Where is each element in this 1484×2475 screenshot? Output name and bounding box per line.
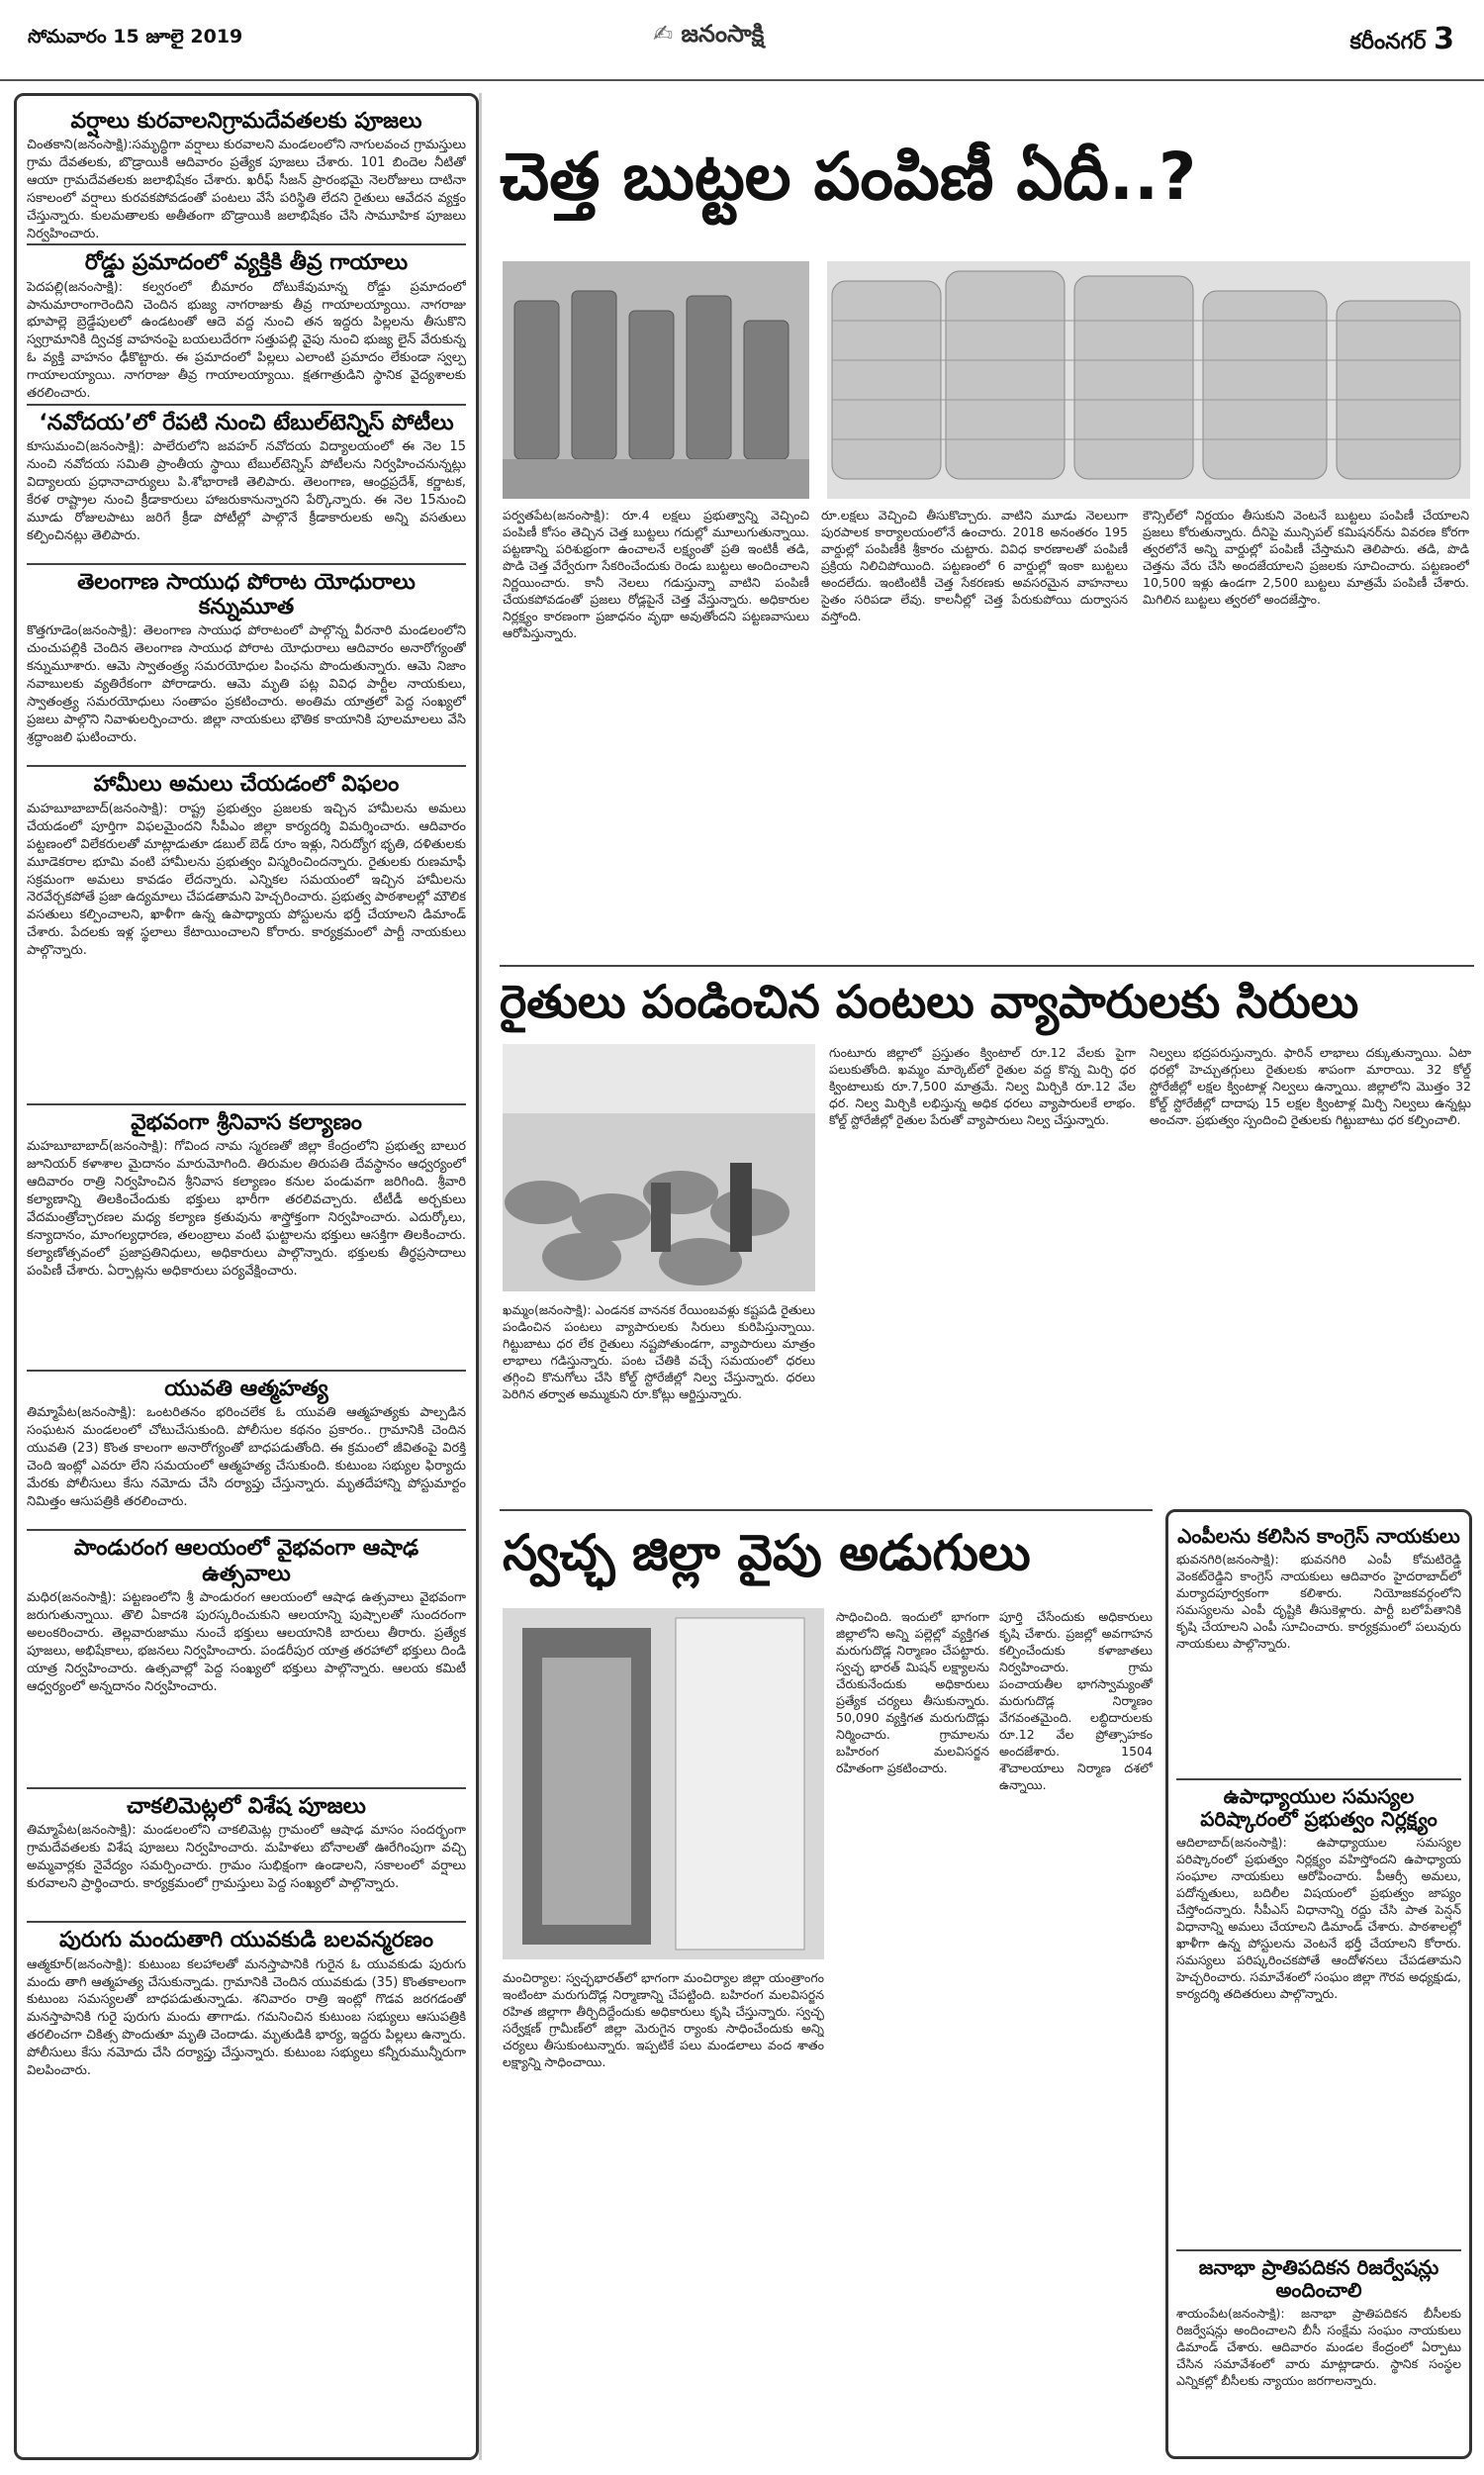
article-heading: వర్షాలు కురవాలనిగ్రామదేవతలకు పూజలు (70, 109, 422, 134)
story-column: రూ.లక్షలు వెచ్చించి తీసుకొచ్చారు. వాటిని మూడు నెలలుగా పురపాలక కార్యాలయంలోనే ఉంచారు. 2018 అనంతరం 195 వార్డుల్లో పంపిణీకి శ్రీకారం చుట్టారు. వివిధ కారణాలతో పంపిణీ ప్రక్రియ నిలిచిపోయింది. పట్టణంలో 6 వార్డుల్లో ఇంకా బుట్టలు అందలేదు. ఇంటింటికీ చెత్త సేకరణకు అవసరమైన వాహనాలు సైతం సరిపడా లేవు. కాలనీల్లో చెత్త పేరుకుపోయి దుర్వాసన వస్తోంది. (821, 508, 1128, 623)
article-body: మధిర(జనంసాక్షి): పట్టణంలోని శ్రీ పాండురంగ ఆలయంలో ఆషాఢ ఉత్సవాలు వైభవంగా జరుగుతున్నాయి. తొలి ఏకాదశి పురస్కరించుకుని ఆలయాన్ని పుష్పాలతో సుందరంగా అలంకరించారు. తెల్లవారుజాము నుంచే భక్తులు ఆలయానికి బారులు తీరారు. ప్రత్యేక పూజలు, అభిషేకాలు, భజనలు నిర్వహించారు. పండరీపుర యాత్ర తరహాలో భక్తులు దిండి యాత్ర నిర్వహించారు. ఉత్సవాల్లో పెద్ద సంఖ్యలో భక్తులు పాల్గొన్నారు. ఆలయ కమిటీ ఆధ్వర్యంలో అన్నదానం నిర్వహించారు. (27, 1589, 466, 1694)
story-column: పూర్తి చేసేందుకు అధికారులు కృషి చేశారు. ప్రజల్లో అవగాహన కల్పించేందుకు కళాజాతలు నిర్వహించారు. గ్రామ పంచాయతీల భాగస్వామ్యంతో మరుగుదొడ్ల నిర్మాణం వేగవంతమైంది. లబ్ధిదారులకు రూ.12 వేల ప్రోత్సాహకం అందజేశారు. 1504 శౌచాలయాలు నిర్మాణ దశలో ఉన్నాయి. (999, 1609, 1153, 1792)
article-heading: ‘నవోదయ’లో రేపటి నుంచి టేబుల్‌టెన్నిస్ పోటీలు (27, 404, 466, 438)
bin-lids-photo (827, 261, 1470, 499)
newspaper-logo: ✍ జనంసాక్షి (653, 20, 764, 53)
article-heading: పాండురంగ ఆలయంలో వైభవంగా ఆషాఢ ఉత్సవాలు (27, 1529, 466, 1589)
story2-headline: రైతులు పండించిన పంటలు వ్యాపారులకు సిరులు (500, 975, 1359, 1028)
article-heading: జనాభా ప్రాతిపదికన రిజర్వేషన్లు అందించాలి (1176, 2249, 1461, 2305)
edition-city: కరీంనగర్ 3 (1349, 22, 1454, 56)
article-body: తిమ్మాపేట(జనంసాక్షి): ఒంటరితనం భరించలేక ఓ యువతి ఆత్మహత్యకు పాల్పడిన సంఘటన మండలంలో చోటుచేసుకుంది. పోలీసుల కథనం ప్రకారం.. గ్రామానికి చెందిన యువతి (23) కొంత కాలంగా అనారోగ్యంతో బాధపడుతోంది. ఈ క్రమంలో జీవితంపై విరక్తి చెంది ఇంట్లో ఎవరూ లేని సమయంలో ఆత్మహత్య చేసుకుంది. కుటుంబ సభ్యుల ఫిర్యాదు మేరకు పోలీసులు కేసు నమోదు చేసి దర్యాప్తు చేస్తున్నారు. మృతదేహాన్ని పోస్టుమార్టం నిమిత్తం ఆసుపత్రికి తరలించారు. (27, 1405, 466, 1510)
article-heading: హామీలు అమలు చేయడంలో విఫలం (27, 765, 466, 800)
article-heading: పురుగు మందుతాగి యువకుడి బలవన్మరణం (27, 1921, 466, 1955)
article-body: పెదపల్లి(జనంసాక్షి): కల్వరంలో బీమారం దోటుకేవుమాన్న రోడ్డు ప్రమాదంలో పానుమారాంగారెందిని చెందిన భుజ్య నాగరాజుకు తీవ్ర గాయాలయ్యాయి. నాగరాజు భూపాల్లె బ్రెడ్డేపులలో ఉండటంతో ఆదె వద్ద నుంచి తన ఇద్దరు పిల్లలను తీసుకొని స్వగ్రామానికి ద్విచక్ర వాహనంపై బయలుదేరగా సత్తుపల్లి వైపు నుంచి భుజ్య లైన్ వేరుకున్న ఓ వ్యక్తి వాహనం ఢీకొట్టారు. ఈ ప్రమాదంలో పిల్లలు ఎలాంటి ప్రమాదం లేకుండా స్వల్ప గాయాలయ్యాయి. నాగరాజు తీవ్ర గాయాలయ్యాయి. క్షతగాత్రుడిని స్థానిక వైద్యశాలకు తరలించారు. (27, 279, 466, 402)
article-body: కొత్తగూడెం(జనంసాక్షి): తెలంగాణ సాయుధ పోరాటంలో పాల్గొన్న వీరనారి మండలంలోని చుంచుపల్లికి చెందిన తెలంగాణ సాయుధ పోరాట యోధురాలు ఆదివారం అనారోగ్యంతో కన్నుమూశారు. ఆమె స్వాతంత్ర్య సమరయోధుల పింఛను పొందుతున్నారు. ఆమె నిజాం నవాబులకు వ్యతిరేకంగా పోరాడారు. ఆమె మృతి పట్ల వివిధ పార్టీల నాయకులు, స్వాతంత్ర్య సమరయోధులు సంతాపం ప్రకటించారు. అంతిమ యాత్రలో పెద్ద సంఖ్యలో ప్రజలు పాల్గొని నివాళులర్పించారు. జిల్లా నాయకులు భౌతిక కాయానికి పూలమాలలు వేసి శ్రద్ధాంజలి ఘటించారు. (27, 623, 466, 746)
article-heading: ఉపాధ్యాయుల సమస్యల పరిష్కారంలో ప్రభుత్వం నిర్లక్ష్యం (1176, 1778, 1461, 1834)
photo-caption-story: మంచిర్యాల: స్వచ్ఛభారత్‌లో భాగంగా మంచిర్యాల జిల్లా యంత్రాంగం ఇంటింటా మరుగుదొడ్ల నిర్మాణాన్ని చేపట్టింది. బహిరంగ మలవిసర్జన రహిత జిల్లాగా తీర్చిదిద్దేందుకు అధికారులు కృషి చేస్తున్నారు. స్వచ్ఛ సర్వేక్షణ్ గ్రామీణ్‌లో జిల్లా మెరుగైన ర్యాంకు సాధించేందుకు అన్ని చర్యలు తీసుకుంటున్నారు. ఇప్పటికే పలు మండలాలు వంద శాతం లక్ష్యాన్ని సాధించాయి. (503, 1970, 824, 2069)
article-heading: ఎంపీలను కలిసిన కాంగ్రెస్ నాయకులు (1177, 1524, 1460, 1548)
story-column: కౌన్సిల్‌లో నిర్ణయం తీసుకుని వెంటనే బుట్టలు పంపిణీ చేయాలని ప్రజలు కోరుతున్నారు. దీనిపై మున్సిపల్ కమిషనర్‌ను వివరణ కోరగా త్వరలోనే అన్ని వార్డుల్లో పంపిణీ చేస్తామని తెలిపారు. తడి, పొడి చెత్తను వేరు చేసి అందజేయాలని ప్రజలకు సూచించారు. పట్టణంలో 10,500 ఇళ్లు ఉండగా 2,500 బుట్టలు మాత్రమే పంపిణీ చేశారు. మిగిలిన బుట్టలు త్వరలో అందజేస్తాం. (1143, 508, 1469, 607)
article-body: ఆదిలాబాద్(జనంసాక్షి): ఉపాధ్యాయుల సమస్యల పరిష్కారంలో ప్రభుత్వం నిర్లక్ష్యం వహిస్తోందని ఉపాధ్యాయ సంఘాల నాయకులు ఆరోపించారు. పీఆర్సీ అమలు, పదోన్నతులు, బదిలీల విషయంలో ప్రభుత్వం జాప్యం చేస్తోందన్నారు. సీపీఎస్ విధానాన్ని రద్దు చేసి పాత పెన్షన్ విధానాన్ని అమలు చేయాలని డిమాండ్ చేశారు. పాఠశాలల్లో ఖాళీగా ఉన్న పోస్టులను వెంటనే భర్తీ చేయాలని కోరారు. సమస్యలు పరిష్కరించకపోతే ఆందోళనలు చేపడతామని హెచ్చరించారు. సమావేశంలో సంఘం జిల్లా గౌరవ అధ్యక్షుడు, కార్యదర్శి తదితరులు పాల్గొన్నారు. (1176, 1835, 1461, 2001)
toilet-illustration (503, 1608, 824, 1959)
story-column: పర్వతపేట(జనంసాక్షి): రూ.4 లక్షలు ప్రభుత్వాన్ని వెచ్చించి పంపిణీ కోసం తెచ్చిన చెత్త బుట్టలు గదుల్లో మూలుగుతున్నాయి. పట్టణాన్ని పరిశుభ్రంగా ఉంచాలనే లక్ష్యంతో ప్రతి ఇంటికీ తడి, పొడి చెత్త వేర్వేరుగా సేకరించేందుకు రెండు బుట్టలు అందించాలని నిర్ణయించారు. కానీ నెలలు గడుస్తున్నా వాటిని పంపిణీ చేయకపోవడంతో ప్రజలు రోడ్లపైనే చెత్త వేస్తున్నారు. అధికారుల నిర్లక్ష్యం కారణంగా ప్రజాధనం వృథా అవుతోందని పట్టణవాసులు ఆరోపిస్తున్నారు. (503, 508, 809, 640)
section-divider (500, 965, 1474, 967)
article-heading: వైభవంగా శ్రీనివాస కల్యాణం (27, 1103, 466, 1138)
bin-lids-illustration (827, 261, 1470, 499)
issue-date: సోమవారం 15 జూలై 2019 (28, 26, 243, 48)
story-column: నిల్వలు భద్రపరుస్తున్నారు. ఫారిన్ లాభాలు దక్కుతున్నాయి. ఏటా ధరల్లో హెచ్చుతగ్గులు రైతులకు శాపంగా మారాయి. 32 కోల్డ్ స్టోరేజీల్లో లక్షల క్వింటాళ్ల నిల్వలు ఉన్నాయి. జిల్లాలోని మొత్తం 32 కోల్డ్ స్టోరేజీల్లో దాదాపు 15 లక్షల క్వింటాళ్ల మిర్చి నిల్వలు ఉన్నట్లు అంచనా. ప్రభుత్వం స్పందించి రైతులకు గిట్టుబాటు ధర కల్పించాలి. (1150, 1045, 1471, 1127)
dustbin-illustration (503, 261, 809, 499)
main-headline: చెత్త బుట్టల పంపిణీ ఏదీ..? (500, 139, 1197, 215)
story-column: గుంటూరు జిల్లాలో ప్రస్తుతం క్వింటాల్ రూ.12 వేలకు పైగా పలుకుతోంది. ఖమ్మం మార్కెట్‌లో రైతుల వద్ద కొన్న మిర్చి ధర క్వింటాలుకు రూ.7,500 మాత్రమే. నిల్వ మిర్చికి రూ.12 వేల ధర. నిల్వ మిర్చికి లభిస్తున్న అధిక ధరలు వ్యాపారులకే లాభం. కోల్డ్ స్టోరేజీల్లో రైతుల పేరుతో వ్యాపారులు నిల్వ చేస్తున్నారు. (829, 1045, 1136, 1127)
dustbin-stack-photo (503, 261, 809, 499)
left-news-column (14, 93, 479, 2460)
article-heading: తెలంగాణ సాయుధ పోరాట యోధురాలు కన్నుమూత (27, 563, 466, 623)
story-column: సాధించింది. ఇందులో భాగంగా జిల్లాలోని అన్ని పల్లెల్లో వ్యక్తిగత మరుగుదొడ్ల నిర్మాణం చేపట్టారు. స్వచ్ఛ భారత్ మిషన్ లక్ష్యాలను చేరుకునేందుకు అధికారులు ప్రత్యేక చర్యలు తీసుకున్నారు. 50,090 వ్యక్తిగత మరుగుదొడ్లు నిర్మించారు. గ్రామాలను బహిరంగ మలవిసర్జన రహితంగా ప్రకటించారు. (836, 1609, 989, 1775)
page-header (0, 0, 1484, 81)
article-body: మహబూబాబాద్(జనంసాక్షి): గోవింద నామ స్మరణతో జిల్లా కేంద్రంలోని ప్రభుత్వ బాలుర జూనియర్ కళాశాల మైదానం మారుమోగింది. తిరుమల తిరుపతి దేవస్థానం ఆధ్వర్యంలో ఆదివారం రాత్రి నిర్వహించిన శ్రీనివాస కల్యాణం కనుల పండువగా జరిగింది. శ్రీవారి కల్యాణాన్ని తిలకించేందుకు భక్తులు భారీగా తరలివచ్చారు. టీటీడీ అర్చకులు వేదమంత్రోచ్ఛారణల మధ్య కల్యాణ క్రతువును శాస్త్రోక్తంగా నిర్వహించారు. ఎదుర్కోలు, కన్యాదానం, మాంగల్యధారణ, తలంబ్రాలు వంటి ఘట్టాలను భక్తులు ఆసక్తిగా తిలకించారు. కల్యాణోత్సవంలో ప్రజాప్రతినిధులు, అధికారులు పాల్గొన్నారు. భక్తులకు తీర్థప్రసాదాలు పంపిణీ చేశారు. ఏర్పాట్లను అధికారులు పర్యవేక్షించారు. (27, 1139, 466, 1279)
article-body: భువనగిరి(జనంసాక్షి): భువనగిరి ఎంపీ కోమటిరెడ్డి వెంకట్‌రెడ్డిని కాంగ్రెస్ నాయకులు ఆదివారం హైదరాబాద్‌లో మర్యాదపూర్వకంగా కలిశారు. నియోజకవర్గంలోని సమస్యలను ఎంపీ దృష్టికి తీసుకెళ్లారు. పార్టీ బలోపేతానికి కృషి చేయాలని ఎంపీ సూచించారు. కార్యక్రమంలో పలువురు నాయకులు పాల్గొన్నారు. (1176, 1552, 1461, 1651)
article-heading: యువతి ఆత్మహత్య (27, 1370, 466, 1404)
section-divider (500, 1509, 1153, 1511)
column-divider (479, 93, 482, 2460)
article-body: చింతకాని(జనంసాక్షి):సమృద్ధిగా వర్షాలు కురవాలని మండలంలోని నాగులవంచ గ్రామస్తులు గ్రామ దేవతలకు, బొడ్రాయికి ఆదివారం ప్రత్యేక పూజలు చేశారు. 101 బిందెల నీటితో ఆయా గ్రామదేవతలకు జలాభిషేకం చేశారు. ఖరీఫ్ సీజన్ ప్రారంభమై నెలరోజులు దాటినా సకాలంలో వర్షాలు కురవకపోవడంతో పంటలు వేసే పరిస్థితి లేదని రైతులు ఆవేదన వ్యక్తం చేస్తున్నారు. కులమతాలకు అతీతంగా బొడ్రాయికి జలాభిషేకం చేసి సామూహిక పూజలు నిర్వహించారు. (27, 138, 466, 241)
article-body: శాయంపేట(జనంసాక్షి): జనాభా ప్రాతిపదికన బీసీలకు రిజర్వేషన్లు అందించాలని బీసీ సంక్షేమ సంఘం నాయకులు డిమాండ్ చేశారు. ఆదివారం మండల కేంద్రంలో ఏర్పాటు చేసిన సమావేశంలో వారు మాట్లాడారు. స్థానిక సంస్థల ఎన్నికల్లో బీసీలకు న్యాయం జరగాలన్నారు. (1176, 2306, 1461, 2388)
right-news-box (1165, 1509, 1472, 2459)
article-body: ఆత్మకూర్(జనంసాక్షి): కుటుంబ కలహాలతో మనస్తాపానికి గురైన ఓ యువకుడు పురుగు మందు తాగి ఆత్మహత్య చేసుకున్నాడు. గ్రామానికి చెందిన యువకుడు (35) కొంతకాలంగా కుటుంబ సమస్యలతో బాధపడుతున్నాడు. శనివారం రాత్రి ఇంట్లో గొడవ జరగడంతో మనస్తాపానికి గురై పురుగు మందు తాగాడు. గమనించిన కుటుంబ సభ్యులు ఆసుపత్రికి తరలించగా చికిత్స పొందుతూ మృతి చెందాడు. మృతుడికి భార్య, ఇద్దరు పిల్లలు ఉన్నారు. పోలీసులు కేసు నమోదు చేసి దర్యాప్తు చేస్తున్నారు. కుటుంబ సభ్యులు కన్నీరుమున్నీరుగా విలపించారు. (27, 1956, 466, 2079)
market-illustration (503, 1044, 815, 1291)
story3-headline: స్వచ్ఛ జిల్లా వైపు అడుగులు (503, 1524, 1031, 1581)
story-column: ఖమ్మం(జనంసాక్షి): ఎండనక వాననక రేయింబవళ్లు కష్టపడి రైతులు పండించిన పంటలు వ్యాపారులకు సిరులు కురిపిస్తున్నాయి. గిట్టుబాటు ధర లేక రైతులు నష్టపోతుండగా, వ్యాపారులు మాత్రం లాభాలు గడిస్తున్నారు. పంట చేతికి వచ్చే సమయంలో ధరలు తగ్గించి కొనుగోలు చేసి కోల్డ్ స్టోరేజీల్లో నిల్వ చేస్తున్నారు. ధరలు పెరిగిన తర్వాత అమ్ముకుని రూ.కోట్లు ఆర్జిస్తున్నారు. (503, 1302, 815, 1401)
toilet-photo (503, 1608, 824, 1959)
article-body: మహబూబాబాద్(జనంసాక్షి): రాష్ట్ర ప్రభుత్వం ప్రజలకు ఇచ్చిన హామీలను అమలు చేయడంలో పూర్తిగా విఫలమైందని సీపీఎం జిల్లా కార్యదర్శి విమర్శించారు. ఆదివారం పట్టణంలో విలేకరులతో మాట్లాడుతూ డబుల్ బెడ్ రూం ఇళ్లు, నిరుద్యోగ భృతి, దళితులకు మూడెకరాల భూమి వంటి హామీలను ప్రభుత్వం విస్మరించిందన్నారు. రైతులకు రుణమాఫీ సక్రమంగా అమలు కావడం లేదన్నారు. ఎన్నికల సమయంలో ఇచ్చిన హామీలను నెరవేర్చకపోతే ప్రజా ఉద్యమాలు చేపడతామని హెచ్చరించారు. ప్రభుత్వ పాఠశాలల్లో మౌలిక వసతులు కల్పించాలని, ఖాళీగా ఉన్న ఉపాధ్యాయ పోస్టులను భర్తీ చేయాలని డిమాండ్ చేశారు. పేదలకు ఇళ్ల స్థలాలు కేటాయించాలని కోరారు. కార్యక్రమంలో పార్టీ నాయకులు పాల్గొన్నారు. (27, 801, 466, 959)
article-body: కూసుమంచి(జనంసాక్షి): పాలేరులోని జవహర్ నవోదయ విద్యాలయంలో ఈ నెల 15 నుంచి నవోదయ సమితి ప్రాంతీయ స్థాయి టేబుల్‌టెన్నిస్ పోటీలను నిర్వహించనున్నట్లు విద్యాలయ ప్రధానాచార్యులు పి.శోభారాణి తెలిపారు. తెలంగాణ, ఆంధ్రప్రదేశ్, కర్ణాటక, కేరళ రాష్ట్రాల నుంచి క్రీడాకారులు హాజరుకానున్నారని పేర్కొన్నారు. ఈ నెల 15నుంచి మూడు రోజులపాటు జరిగే క్రీడా పోటీల్లో పాల్గొనే క్రీడాకారులకు అన్ని వసతులు కల్పించినట్లు తెలిపారు. (27, 438, 466, 543)
grain-market-photo (503, 1044, 815, 1291)
article-heading: చాకలిమెట్లలో విశేష పూజలు (27, 1787, 466, 1822)
article-heading: రోడ్డు ప్రమాదంలో వ్యక్తికి తీవ్ర గాయాలు (27, 243, 466, 278)
page-number: 3 (1434, 22, 1454, 56)
article-body: తిమ్మాపేట(జనంసాక్షి): మండలంలోని చాకలిమెట్ల గ్రామంలో ఆషాఢ మాసం సందర్భంగా గ్రామదేవతలకు విశేష పూజలు నిర్వహించారు. మహిళలు బోనాలతో ఊరేగింపుగా వచ్చి అమ్మవార్లకు నైవేద్యం సమర్పించారు. గ్రామం సుభిక్షంగా ఉండాలని, సకాలంలో వర్షాలు కురవాలని ప్రార్థించారు. కార్యక్రమంలో గ్రామస్తులు పెద్ద సంఖ్యలో పాల్గొన్నారు. (27, 1823, 466, 1892)
